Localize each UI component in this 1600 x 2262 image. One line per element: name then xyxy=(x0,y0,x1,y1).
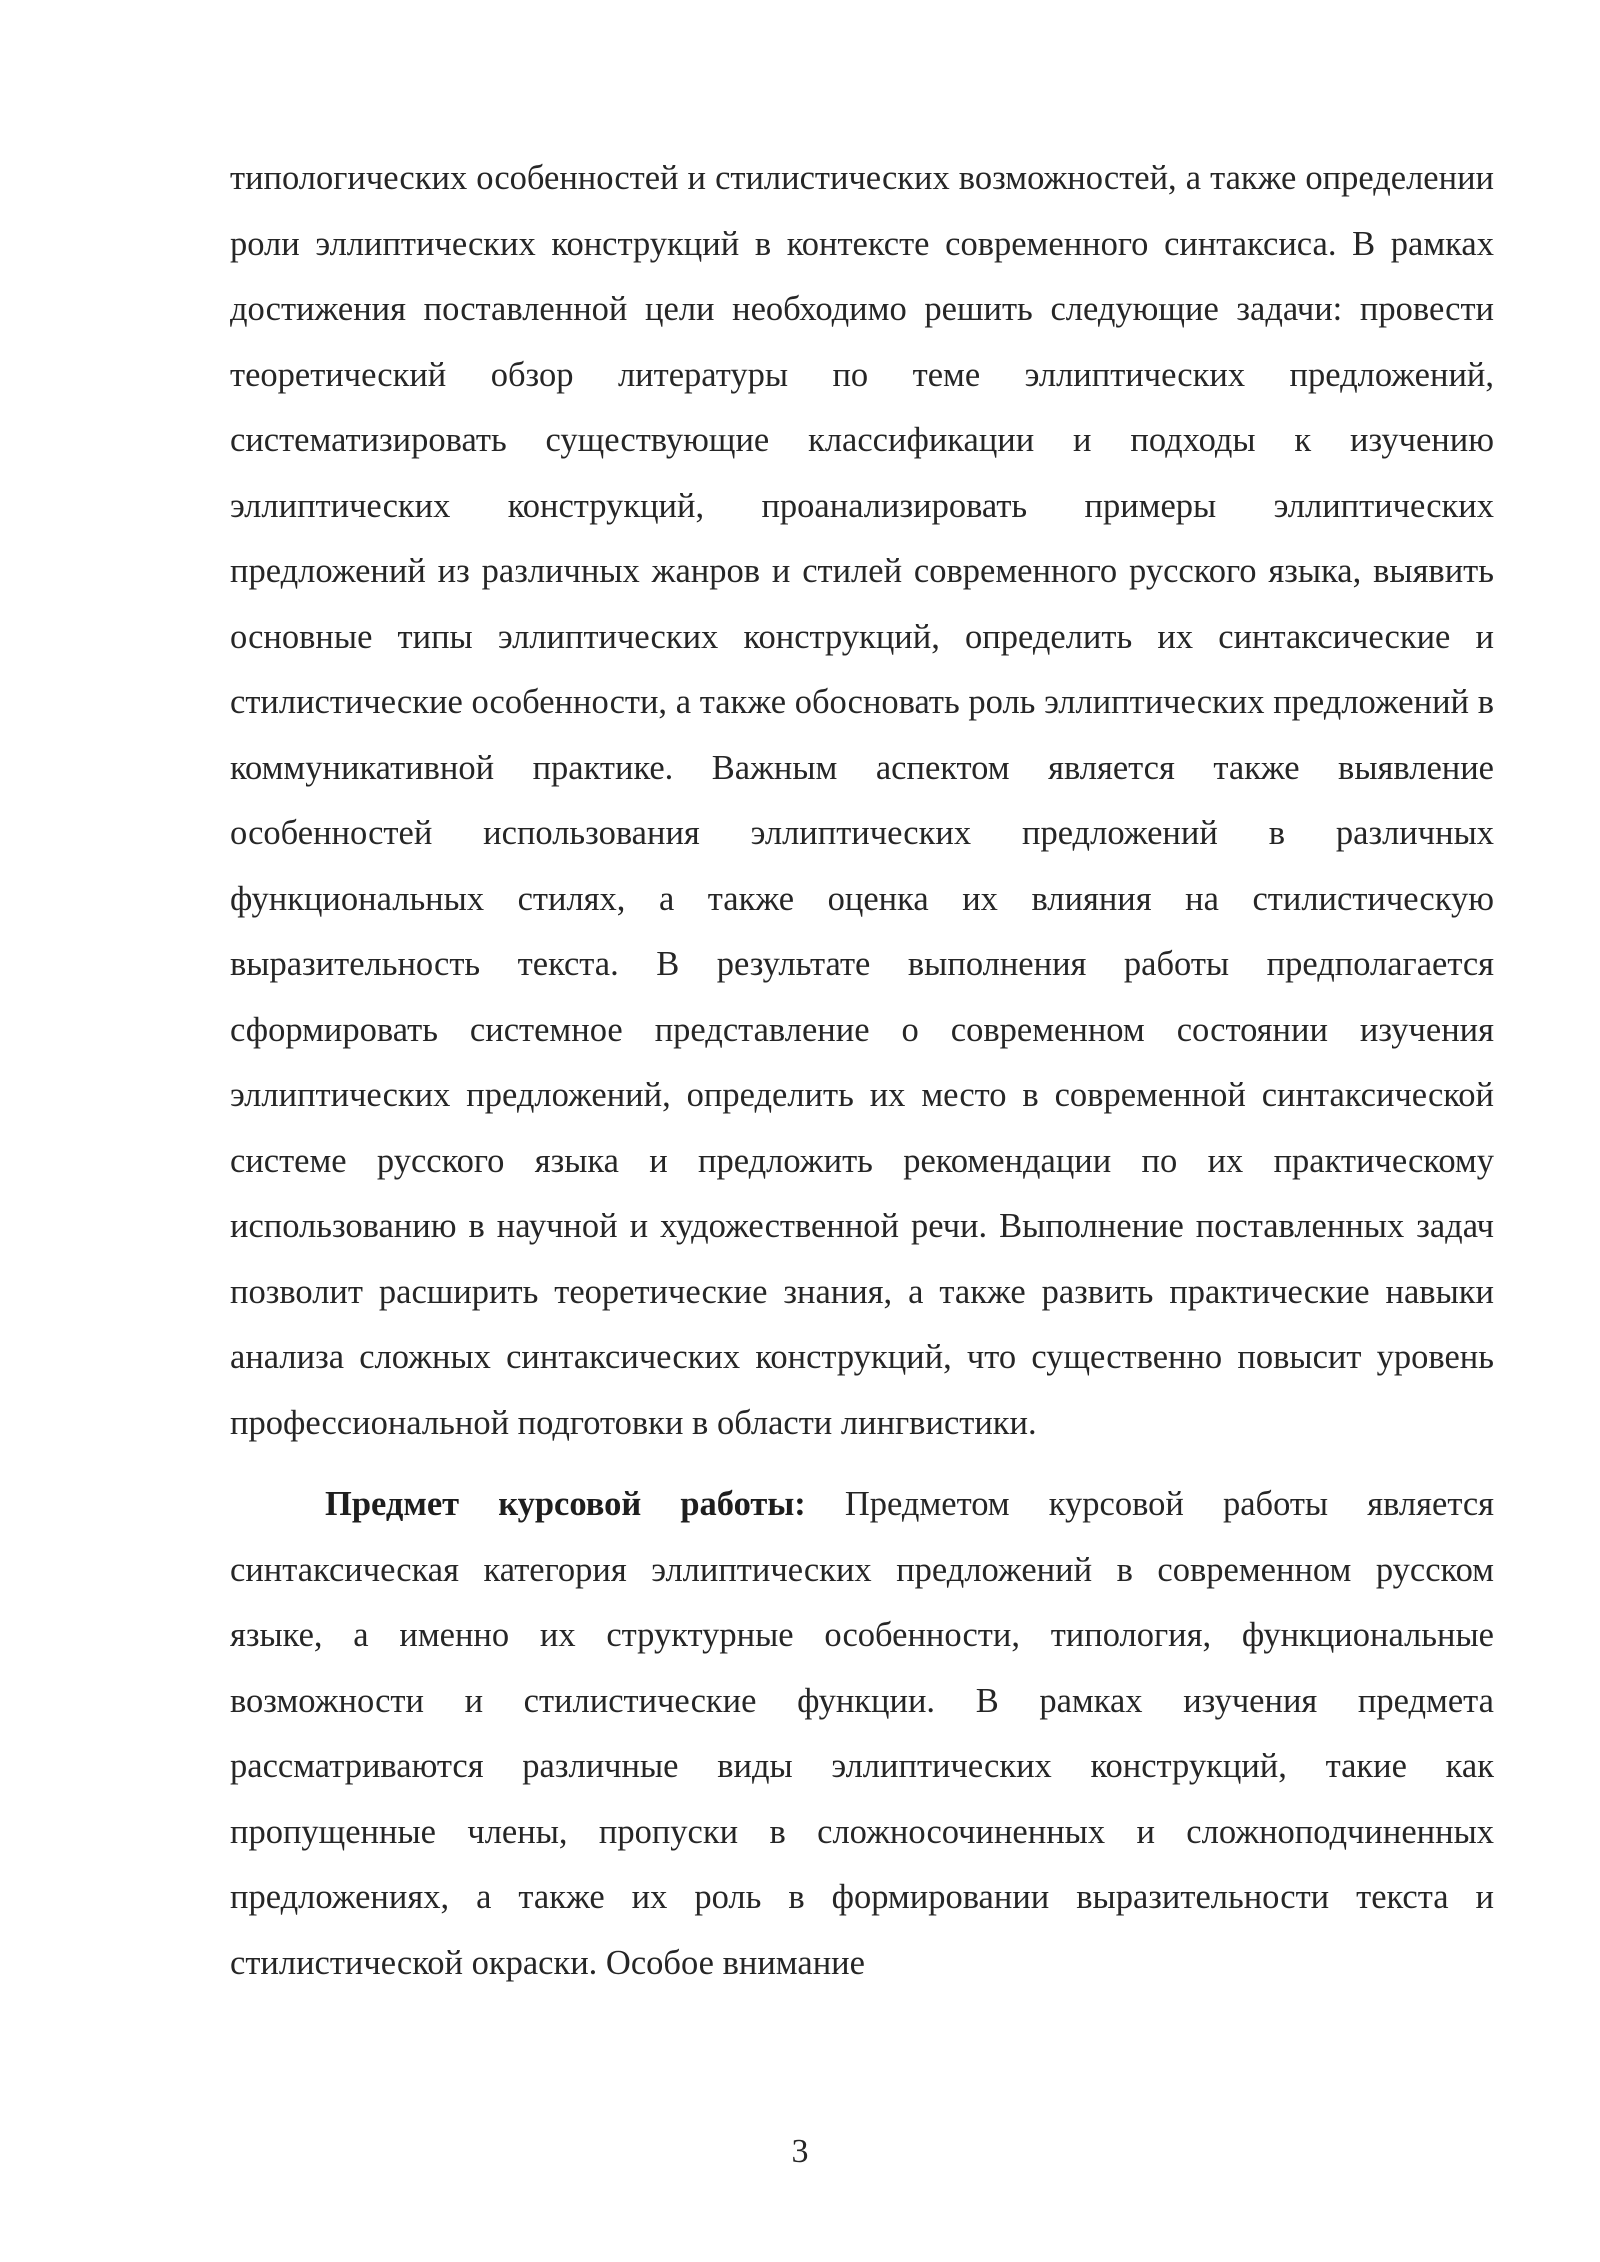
paragraph-subject-heading: Предмет курсовой работы: xyxy=(325,1485,806,1523)
body-text xyxy=(230,146,1494,1996)
paragraph-goals-tasks: типологических особенностей и стилистических возможностей, а также определении роли эллиптических конструкций в контексте современного синтаксиса. В рамках достижения поставленной цели необходимо решить следующие задачи: провести теоретический обзор литературы по теме эллиптических предложений, систематизировать существующие классификации и подходы к изучению эллиптических конструкций, проанализировать примеры эллиптических предложений из различных жанров и стилей современного русского языка, выявить основные типы эллиптических конструкций, определить их синтаксические и стилистические особенности, а также обосновать роль эллиптических предложений в коммуникативной практике. Важным аспектом является также выявление особенностей использования эллиптических предложений в различных функциональных стилях, а также оценка их влияния на стилистическую выразительность текста. В результате выполнения работы предполагается сформировать системное представление о современном состоянии изучения эллиптических предложений, определить их место в современной синтаксической системе русского языка и предложить рекомендации по их практическому использованию в научной и художественной речи. Выполнение поставленных задач позволит расширить теоретические знания, а также развить практические навыки анализа сложных синтаксических конструкций, что существенно повысит уровень профессиональной подготовки в области лингвистики. xyxy=(230,159,1494,1442)
paragraph-subject-text: Предметом курсовой работы является синтаксическая категория эллиптических предложений в современном русском языке, а именно их структурные особенности, типология, функциональные возможности и стилистические функции. В рамках изучения предмета рассматриваются различные виды эллиптических конструкций, такие как пропущенные члены, пропуски в сложносочиненных и сложноподчиненных предложениях, а также их роль в формировании выразительности текста и стилистической окраски. Особое внимание xyxy=(230,1485,1495,1982)
page-number: 3 xyxy=(791,2133,809,2170)
paragraph-subject xyxy=(230,1472,1494,1996)
